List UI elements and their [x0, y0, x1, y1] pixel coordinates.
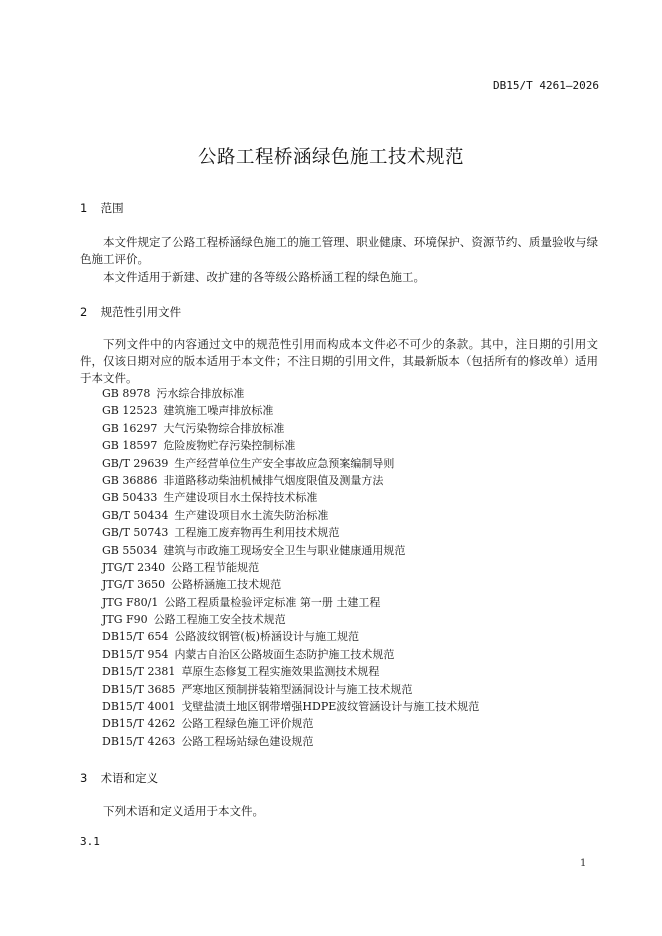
reference-item — [102, 733, 479, 750]
reference-title: 公路工程施工安全技术规范 — [153, 613, 286, 627]
reference-title: 公路工程场站绿色建设规范 — [181, 734, 314, 748]
reference-title: 公路桥涵施工技术规范 — [171, 578, 282, 592]
reference-code: GB 50433 — [102, 491, 158, 505]
reference-title: 工程施工废弃物再生利用技术规范 — [174, 526, 340, 540]
reference-code: DB15/T 3685 — [102, 682, 176, 696]
reference-code: GB 8978 — [102, 387, 151, 400]
reference-code: GB 18597 — [102, 439, 158, 453]
reference-title: 建筑与市政施工现场安全卫生与职业健康通用规范 — [163, 543, 406, 557]
reference-title: 草原生态修复工程实施效果监测技术规程 — [181, 665, 380, 679]
reference-list — [102, 385, 479, 750]
scope-paragraph-2: 本文件适用于新建、改扩建的各等级公路桥涵工程的绿色施工。 — [103, 270, 425, 284]
reference-title: 公路工程质量检验评定标准 第一册 土建工程 — [164, 595, 381, 609]
reference-title: 生产建设项目水土流失防治标准 — [174, 508, 329, 522]
reference-title: 生产经营单位生产安全事故应急预案编制导则 — [174, 456, 395, 470]
reference-item — [102, 559, 479, 576]
reference-item — [102, 576, 479, 593]
section-title: 术语和定义 — [100, 771, 159, 785]
reference-title: 大气污染物综合排放标准 — [163, 421, 285, 435]
section-number: 1 — [80, 201, 88, 215]
section-1-heading — [80, 200, 124, 216]
reference-item — [102, 472, 479, 489]
reference-item — [102, 663, 479, 680]
reference-item — [102, 715, 479, 732]
section-title: 规范性引用文件 — [100, 305, 182, 319]
reference-item — [102, 402, 479, 419]
section-number: 2 — [80, 305, 88, 319]
reference-code: JTG/T 3650 — [102, 578, 166, 592]
reference-code: DB15/T 654 — [102, 630, 169, 644]
reference-title: 内蒙古自治区公路坡面生态防护施工技术规范 — [174, 647, 395, 661]
reference-item — [102, 489, 479, 506]
reference-item — [102, 455, 479, 472]
reference-title: 公路工程节能规范 — [171, 560, 260, 574]
reference-title: 公路工程绿色施工评价规范 — [181, 717, 314, 731]
reference-title: 污水综合排放标准 — [156, 387, 245, 400]
reference-item — [102, 385, 479, 402]
scope-paragraph-1: 本文件规定了公路工程桥涵绿色施工的施工管理、职业健康、环境保护、资源节约、质量验收与绿色施工评价。 — [80, 235, 598, 266]
reference-code: GB/T 50743 — [102, 526, 169, 540]
page-number: 1 — [580, 858, 587, 869]
terms-intro: 下列术语和定义适用于本文件。 — [103, 804, 264, 818]
reference-title: 危险废物贮存污染控制标准 — [163, 439, 296, 453]
reference-code: DB15/T 954 — [102, 647, 169, 661]
reference-code: JTG F90 — [102, 613, 148, 627]
reference-title: 严寒地区预制拼装箱型涵洞设计与施工技术规范 — [181, 682, 413, 696]
reference-code: GB 16297 — [102, 421, 158, 435]
reference-code: DB15/T 4262 — [102, 717, 176, 731]
reference-code: GB/T 50434 — [102, 508, 169, 522]
reference-code: JTG/T 2340 — [102, 560, 166, 574]
reference-item — [102, 611, 479, 628]
document-title: 公路工程桥涵绿色施工技术规范 — [197, 147, 464, 168]
document-code: DB15/T 4261—2026 — [493, 79, 599, 92]
section-2-heading — [80, 304, 181, 320]
reference-item — [102, 542, 479, 559]
reference-code: DB15/T 4001 — [102, 700, 176, 714]
normative-refs-intro: 下列文件中的内容通过文中的规范性引用而构成本文件必不可少的条款。其中，注日期的引用文件，仅该日期对应的版本适用于本文件；不注日期的引用文件，其最新版本（包括所有的修改单）适用于本文件。 — [80, 337, 598, 385]
section-number: 3 — [80, 771, 88, 785]
reference-code: DB15/T 4263 — [102, 734, 176, 748]
reference-code: GB 55034 — [102, 543, 158, 557]
clause-number: 3.1 — [80, 835, 100, 848]
reference-title: 公路波纹钢管(板)桥涵设计与施工规范 — [174, 630, 360, 644]
reference-code: GB 12523 — [102, 404, 158, 418]
reference-item — [102, 420, 479, 437]
reference-item — [102, 524, 479, 541]
reference-item — [102, 594, 479, 611]
reference-title: 非道路移动柴油机械排气烟度限值及测量方法 — [163, 473, 384, 487]
section-3-heading — [80, 770, 158, 786]
reference-item — [102, 437, 479, 454]
reference-code: DB15/T 2381 — [102, 665, 176, 679]
reference-item — [102, 628, 479, 645]
section-title: 范围 — [100, 201, 124, 215]
reference-title: 生产建设项目水土保持技术标准 — [163, 491, 318, 505]
reference-item — [102, 681, 479, 698]
reference-code: JTG F80/1 — [102, 595, 159, 609]
reference-title: 建筑施工噪声排放标准 — [163, 404, 274, 418]
reference-code: GB 36886 — [102, 473, 158, 487]
reference-code: GB/T 29639 — [102, 456, 169, 470]
reference-item — [102, 646, 479, 663]
reference-title: 戈壁盐渍土地区钢带增强HDPE波纹管涵设计与施工技术规范 — [181, 700, 480, 714]
reference-item — [102, 507, 479, 524]
reference-item — [102, 698, 479, 715]
